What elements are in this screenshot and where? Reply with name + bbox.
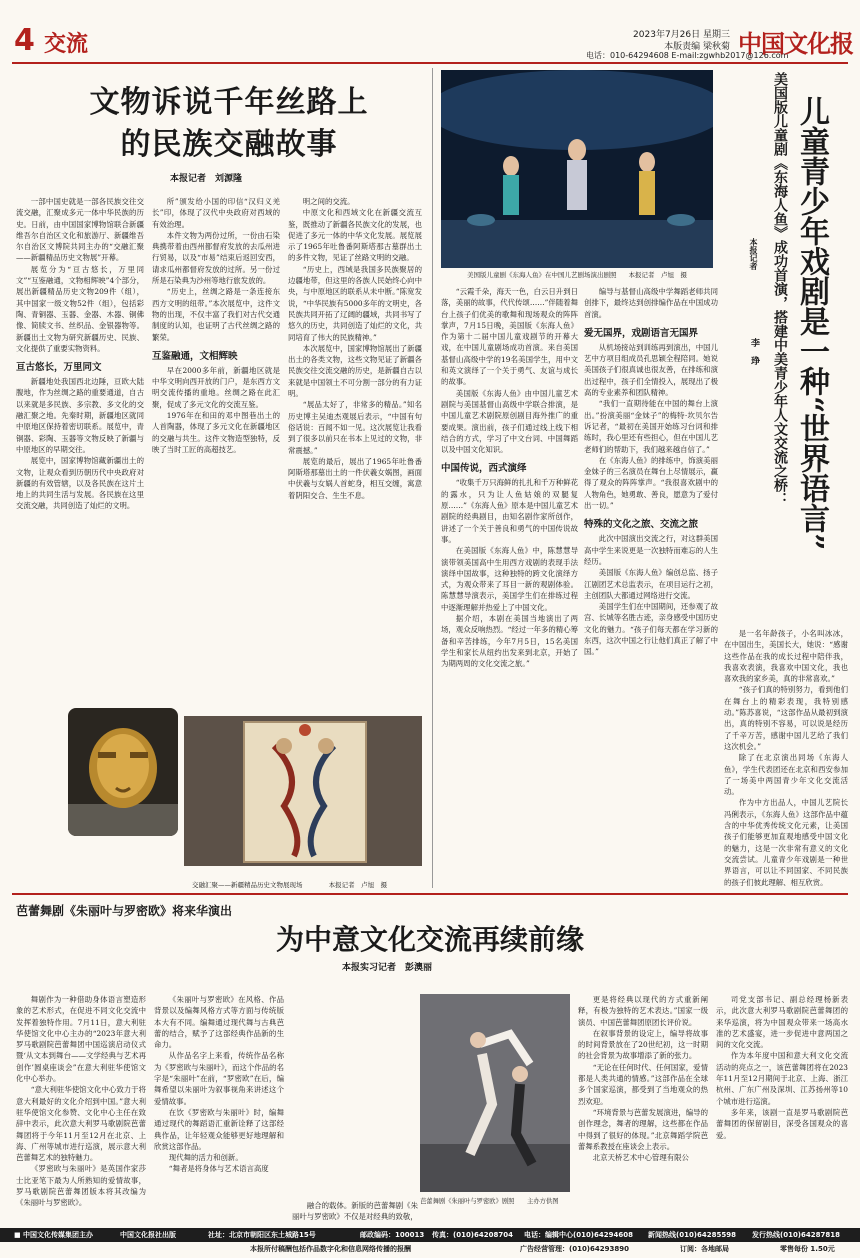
article3-kicker: 芭蕾舞剧《朱丽叶与罗密欧》将来华演出 — [16, 904, 233, 918]
headline-line: 的民族交融故事 — [120, 127, 338, 162]
footer-item: ■ 中国文化传媒集团主办 — [14, 1231, 94, 1239]
article3-column-5 — [716, 994, 848, 1224]
subheading: 爱无国界，戏剧语言无国界 — [584, 327, 699, 339]
paragraph: 更是将经典以现代的方式重新阐释，有极为独特的艺术表达。”国家一级演员、中国芭蕾舞团原团长评价说。 — [578, 995, 708, 1027]
mermaid-stage-photo — [441, 70, 713, 268]
article1-column-2 — [152, 196, 280, 700]
footer-item: 广告经营管理：(010)64293890 — [520, 1245, 629, 1253]
caption-text: 美国版儿童剧《东海人鱼》在中国儿艺剧场演出剧照 — [466, 271, 617, 279]
paragraph: 一部中国史就是一部各民族交往交流交融，汇聚成多元一体中华民族的历史。日前，由中国国家博物馆联合新疆维吾尔自治区文化和旅游厅、新疆维吾尔自治区文博院共同主办的“交融汇聚——新疆精品历史文物展”开幕。 — [16, 197, 144, 263]
paragraph: 除了在北京演出同场《东海人鱼》，学生代表团还在北京和西安参加了一场美中两国青少年文化交流活动。 — [724, 753, 848, 797]
paragraph: 在美国版《东海人鱼》中，陈慧慧导演带领美国高中生用西方戏剧的表现手法演绎中国故事，这种独特的跨文化演绎方式，为观众带来了耳目一新的观剧体验。陈慧慧导演表示，美国学生们在排练过程中逐渐理解并热爱上了中国文化。 — [441, 546, 578, 612]
paragraph: 《罗密欧与朱丽叶》是英国作家莎士比亚笔下最为人所熟知的爱情故事，罗马歌剧院芭蕾舞团版本将其改编为《朱丽叶与罗密欧》。 — [16, 1164, 146, 1208]
paragraph: 在《东海人鱼》的排练中，饰演美丽金妹子的三名演员在舞台上尽情展示，赢得了观众的阵阵掌声。“我很喜欢剧中的人物角色，她勇敢、善良，愿意为了爱付出一切。” — [584, 455, 718, 511]
article1-byline: 本报记者 刘源隆 — [170, 174, 243, 184]
paragraph: 作为中方出品人，中国儿艺院长冯俐表示，《东海人鱼》这部作品中蕴含的中华优秀传统文化元素，让美国孩子们能够更加直观地感受中国文化的魅力，这是一次非常有意义的文化交流尝试。儿童青少年戏剧是一种世界语言，可以让不同国家、不同民族的孩子们彼此理解、相互欣赏。 — [724, 798, 848, 887]
subheading: 中国传说，西式演绎 — [441, 463, 527, 475]
page-number: 4 — [14, 23, 35, 58]
caption-credit: 本报记者 卢旭 摄 — [328, 881, 388, 889]
paragraph: 《朱丽叶与罗密欧》在风格、作品背景以及编舞风格方式等方面与传统版本大有不同。编舞通过现代舞与古典芭蕾的结合，赋予了这部经典作品新的生命力。 — [154, 995, 284, 1050]
article2-column-3 — [724, 628, 848, 888]
ballet-photo-caption: 芭蕾舞剧《朱丽叶与罗密欧》剧照 主办方供图 — [420, 1198, 559, 1205]
paragraph: “环境背景与芭蕾发展演进，编导的创作理念，舞者的理解，这些都在作品中得到了很好的体现。”北京舞蹈学院芭蕾舞系教授在座谈会上表示。 — [578, 1107, 708, 1151]
section-rule — [12, 893, 848, 895]
paragraph: “历史上，丝绸之路是一条连接东西方文明的纽带。”本次展览中，这件文物的出现，不仅丰富了我们对古代交通制度的认知，也证明了古代丝绸之路的繁荣。 — [152, 287, 280, 342]
caption-text: 交融汇聚——新疆精品历史文物展现场 — [192, 881, 303, 889]
article3-column-4 — [578, 994, 708, 1224]
paragraph: “孩子们真的特别努力，看到他们在舞台上的精彩表现，我特别感动。”陈苏喜说，“这部作品从最初到演出，真的特别不容易，可以说是经历了千辛万苦，感谢中国儿艺给了我们这次机会。” — [724, 685, 848, 751]
paragraph: 作为本年度中国和意大利文化交流活动的亮点之一，该芭蕾舞团将在2023年11月至12月期间于北京、上海、浙江杭州、广东广州及深圳、江苏扬州等10个城市进行巡演。 — [716, 1051, 848, 1106]
caption-credit: 本报记者 卢旭 摄 — [628, 271, 688, 279]
paragraph: 多年来，该剧一直是罗马歌剧院芭蕾舞团的保留剧目，深受各国观众的喜爱。 — [716, 1107, 848, 1140]
subheading: 亘古悠长，万里同文 — [16, 362, 102, 374]
paragraph: 从作品名字上来看，传统作品名称为《罗密欧与朱丽叶》，而这个作品的名字是“朱丽叶”在前，“罗密欧”在后，编舞希望以朱丽叶为叙事视角来讲述这个爱情故事。 — [154, 1051, 284, 1106]
paragraph: 舞剧作为一种借助身体语言塑造形象的艺术形式，在促进不同文化交流中发挥着独特作用。7月11日，意大利驻华使馆文化中心主办的“2023年意大利罗马歌剧院芭蕾舞团中国巡演启动仪式暨‘从文本到舞台——文学经典与艺术再创作’圆桌座谈会”在意大利驻华使馆文化中心举办。 — [16, 995, 146, 1084]
paragraph: “云霞千朵，海天一色，白云日升到日落，美丽的故事，代代传颂……”伴随着舞台上孩子们优美的歌舞和现场观众的阵阵掌声，7月15日晚，美国版《东海人鱼》作为第十二届中国儿童戏剧节的开幕大戏，在中国儿童剧场成功首演。来自美国基督山高级中学的19名美国学生，用中文和英文演绎了一个关于勇气、友谊与成长的故事。 — [441, 287, 578, 387]
article2-byline-name: 李 琤 — [749, 338, 759, 365]
paragraph: 现代舞的活力和创新。 — [168, 1153, 243, 1163]
paragraph: 中原文化和西域文化在新疆交流互鉴，既推动了新疆各民族文化的发展，也促进了多元一体的中华文化发展。展览展示了1965年吐鲁番阿斯塔那古墓群出土的多件文物，见证了丝路文明的交融。 — [288, 208, 422, 263]
fuxi-nuwa-painting-photo — [184, 716, 422, 866]
paragraph: 是一名年龄孩子，小名叫冰冰，在中国出生，美国长大，她说：“感谢这些作品在我的成长过程中陪伴我，我喜欢表演，我喜欢中国文化，我也喜欢我的家乡美，真的非常喜欢。” — [724, 629, 848, 684]
paragraph: 在叙事背景的设定上，编导将故事的时间背景放在了20世纪初，这一时期的社会背景为故事增添了新的张力。 — [578, 1028, 708, 1061]
article1-column-1 — [16, 196, 144, 700]
paragraph: 司党支部书记、副总经理杨新表示，此次意大利罗马歌剧院芭蕾舞团的来华巡演，将为中国观众带来一场高水准的艺术盛宴，进一步促进中意两国之间的文化交流。 — [716, 995, 848, 1050]
footer-item: 中国文化报社出版 — [120, 1231, 176, 1239]
paragraph: “意大利驻华使馆文化中心致力于将意大利最好的文化介绍到中国。”意大利驻华使馆文化参赞、文化中心主任在致辞中表示，此次意大利罗马歌剧院芭蕾舞团将于今年11月至12月在北京、上海、广州等城市进行巡演，展示意大利芭蕾舞艺术的独特魅力。 — [16, 1085, 146, 1163]
paragraph: 从机场接站到训练再到演出，中国儿艺中方项目组成员孔思颖全程陪同。她说美国孩子们很真诚也很友善，在排练和演出过程中，孩子们全情投入，展现出了极高的专业素养和团队精神。 — [584, 342, 718, 398]
paragraph: 早在2000多年前，新疆地区就是中华文明向西开放的门户，是东西方文明交流传播的重地。丝绸之路在此汇聚，促成了多元文化的交流互鉴。 — [152, 365, 280, 409]
paragraph: 美国学生们在中国期间，还参观了故宫、长城等名胜古迹，亲身感受中国历史文化的魅力。“孩子们每天都在学习新的东西，这次中国之行让他们真正了解了中国。” — [584, 602, 718, 657]
paragraph: 本次展览中，国家博物馆展出了新疆出土的各类文物，这些文物见证了新疆各民族交往交流交融的历史，是新疆自古以来就是中国领土不可分割一部分的有力证明。 — [288, 343, 422, 399]
paragraph: “我们一直期待能在中国的舞台上演出。”扮演美丽“金妹子”的梅特·坎贝尔告诉记者，“最初在美国开始练习台词和排练时，我心里还有些担心，但在中国儿艺老师们的帮助下，我们越来越自信了。” — [584, 399, 718, 454]
footer-bar-secondary — [0, 1243, 860, 1256]
subheading: 互鉴融通，文相辉映 — [152, 350, 238, 362]
headline-line: 文物诉说千年丝路上 — [89, 85, 369, 120]
paragraph: “无论在任何时代、任何国家，爱情都是人类共通的情感。”这部作品在全球多个国家巡演，都受到了当地观众的热烈欢迎。 — [578, 1062, 708, 1106]
masthead-logo: 中国文化报 — [738, 29, 853, 58]
footer-item: 零售每份 1.50元 — [780, 1245, 835, 1253]
stage-photo-caption — [441, 270, 713, 279]
paragraph: 编导与基督山高级中学舞蹈老师共同创排下，最终达到创排编作品在中国成功首演。 — [584, 287, 718, 319]
footer-item: 社址：北京市朝阳区东土城路15号 — [208, 1231, 316, 1239]
article2-byline-label: 本报记者 — [749, 238, 758, 270]
article1-photo-caption — [192, 880, 422, 889]
article2-column-1 — [441, 286, 578, 888]
paragraph: 1976年在和田的邓中图巷出土的人首陶器，体现了多元文化在新疆地区的交融与共生。这件文物造型独特，反映了当时工匠的高超技艺。 — [152, 411, 280, 454]
paragraph: 展览中，国家博物馆藏新疆出土的文物，让观众看到历朝历代中央政府对新疆的有效管辖，以及各民族在这片土地上的共同生活与发展。各民族在这里交流交融，共同创造了灿烂的文明。 — [16, 456, 144, 511]
article3-column-2 — [154, 994, 284, 1224]
paragraph: 明之间的交流。 — [302, 197, 355, 206]
paragraph: 融合的载体。新版的芭蕾舞剧《朱丽叶与罗密欧》不仅是对经典的致敬， — [292, 1201, 418, 1222]
paragraph: 据介绍，本剧在美国当地演出了两场，观众反响热烈。“经过一年多的精心筹备和辛苦排练，今年7月5日，15名美国学生和家长从纽约出发来到北京，开始了为期两周的文化交流之旅。” — [441, 614, 578, 669]
footer-item: 发行热线(010)64287818 — [752, 1231, 840, 1239]
golden-mask-photo — [68, 708, 178, 836]
paragraph: 此次中国演出交流之行，对这群美国高中学生来说更是一次独特而难忘的人生经历。 — [584, 534, 718, 566]
paragraph: 美国版《东海人鱼》编创总监、扬子江剧团艺术总监表示，在项目运行之初，主创团队大都通过网络进行交流。 — [584, 568, 718, 600]
footer-item: 电话：编辑中心(010)64294608 — [524, 1231, 633, 1239]
editor-credit: 本版责编 梁秋菊 — [664, 42, 730, 52]
subheading: 特殊的文化之旅、交流之旅 — [584, 519, 699, 531]
footer-item: 订阅：各地邮局 — [680, 1245, 729, 1253]
paragraph: 美国版《东海人鱼》由中国儿童艺术剧院与美国基督山高级中学联合排演，是中国儿童艺术剧院原创剧目海外推广的重要成果。演出前，孩子们通过线上线下相结合的方式，学习了中文台词、中国舞蹈以及中国文化知识。 — [441, 388, 578, 455]
article2-subtitle: 美国版儿童剧《东海人鱼》成功首演，搭建中美青少年人文交流之桥： — [772, 72, 788, 506]
header-contact: 电话：010-64294608 E-mail:zgwhb2017@126.com — [586, 51, 789, 60]
footer-bar — [0, 1228, 860, 1242]
article1-column-3 — [288, 196, 422, 574]
footer-item: 新闻热线(010)64285598 — [648, 1231, 736, 1239]
paragraph: “舞者是将身体与艺术语言高度 — [168, 1164, 269, 1174]
footer-item: 传真：(010)64208704 — [432, 1231, 513, 1239]
paragraph: 本件文物为两份过所，一份由石染典携带着由西州都督府发放的去瓜州进行贸易，以及“市易”结束后返回安西，请求瓜州都督府发放的过所。另一份过所是石染典为沙州等地行旅发放的。 — [152, 230, 280, 286]
paragraph: 展览分为“亘古悠长，万里同文”“互鉴融通，文物相辉映”4个部分，展出新疆精品历史文物209件（组），其中国家一级文物52件（组），包括彩陶、青铜器、玉器、金器、木器、铜佛像、简牍文书、丝织品、金银器物等。新疆出土文物为研究新疆历史、民族、文化提供了重要实物资料。 — [16, 264, 144, 353]
issue-date: 2023年7月26日 星期三 — [633, 30, 730, 40]
paragraph: “历史上，西域是我国多民族聚居的边疆地带，但这里的各族人民始终心向中央，与中原地区的联系从未中断。”陈宽发说，“中华民族有5000多年的文明史，各民族共同开拓了辽阔的疆域，共同书写了悠久的历史，共同创造了灿烂的文化，共同培育了伟大的民族精神。” — [288, 264, 422, 342]
section-title: 交流 — [44, 31, 89, 57]
paragraph: 新疆地处我国西北边陲，亘欧大陆腹地，作为丝绸之路的重要通道，自古以来就是多民族、多宗教、多文化的交融汇聚之地。先秦时期，新疆地区就同中原地区保持着密切联系。展览中，青铜器、彩陶、玉器等文物反映了新疆与中原地区的早期交往。 — [16, 377, 144, 454]
paragraph: 北京天桥艺术中心管理有限公 — [592, 1153, 689, 1163]
article1-headline — [40, 82, 418, 166]
footer-item: 邮政编码：100013 — [360, 1231, 425, 1239]
article3-byline: 本报实习记者 彭澳丽 — [342, 963, 433, 973]
paragraph: “收集千万只海鲜的扎扎和千万种鲜花的露水，只为让人鱼姑娘的双腿复原……”《东海人鱼》原本是中国儿童艺术剧院的经典剧目，由知名剧作家所创作，讲述了一个关于善良和勇气的中国传说故事。 — [441, 478, 578, 544]
article3-column-3 — [292, 1200, 418, 1224]
paragraph: 展览的最后，展出了1965年吐鲁番阿斯塔那墓出土的一件伏羲女娲图，画面中伏羲与女娲人首蛇身，相互交缠，寓意着阴阳交合、生生不息。 — [288, 456, 422, 500]
paragraph: “展品太好了，非常多的精品。”知名历史博主吴迪杰观展后表示，“中国有句俗话说：百闻不如一见。这次展览让我看到了很多以前只在书本上见过的文物，非常震撼。” — [288, 400, 422, 455]
article3-column-1 — [16, 994, 146, 1224]
footer-item: 本报所付稿酬包括作品数字化和信息网络传播的报酬 — [250, 1245, 411, 1253]
column-divider — [432, 68, 433, 888]
header-rule — [12, 62, 848, 64]
article2-column-2 — [584, 286, 718, 888]
paragraph: 在饮《罗密欧与朱丽叶》时，编舞通过现代的舞蹈语汇重新诠释了这部经典作品，让年轻观众能够更好地理解和欣赏这部作品。 — [154, 1107, 284, 1151]
paragraph: 所”颁发给小国的印信“汉归义羌长”印，体现了汉代中央政府对西域的有效治理。 — [152, 197, 280, 229]
article3-headline: 为中意文化交流再续前缘 — [275, 923, 584, 956]
article2-headline: 儿童青少年戏剧是一种“世界语言” — [794, 96, 829, 551]
ballet-photo — [420, 994, 570, 1192]
